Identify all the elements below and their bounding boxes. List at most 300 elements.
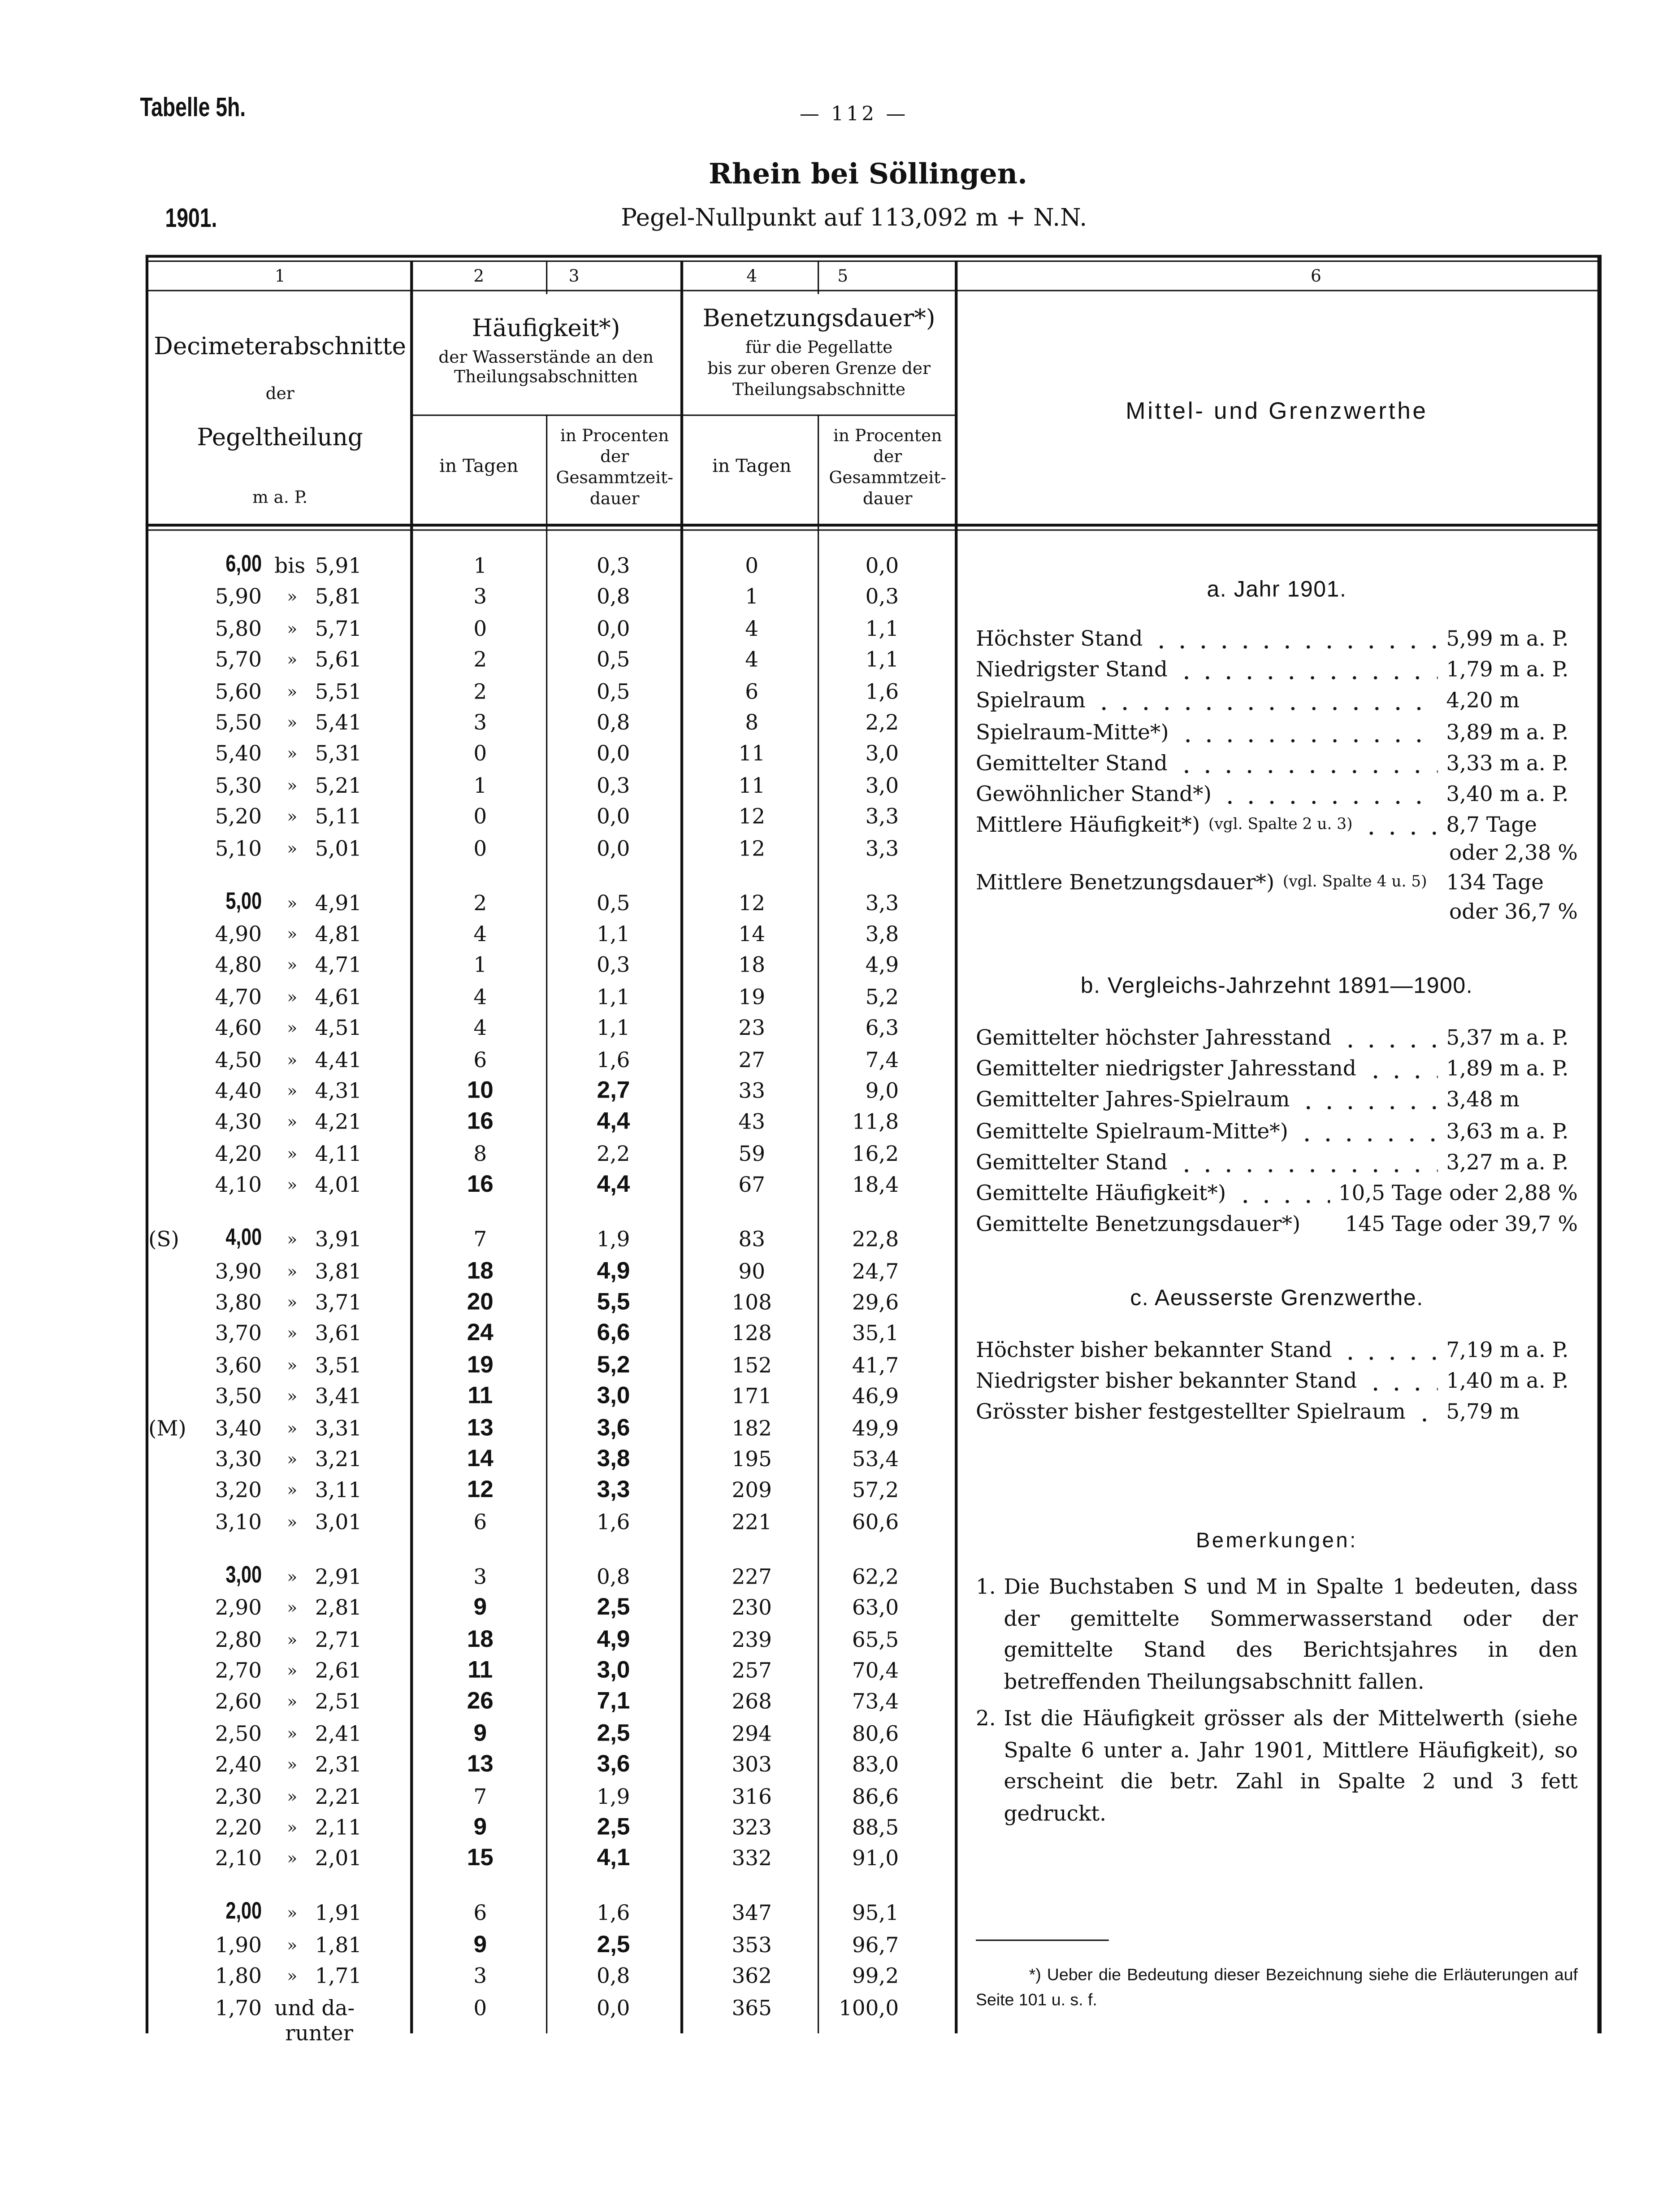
row-separator: » — [287, 1112, 298, 1132]
col3-subheader-line: dauer — [589, 489, 640, 508]
row-wetting-percent: 65,5 — [852, 1627, 899, 1652]
row-frequency-percent: 0,8 — [596, 584, 630, 610]
col5-subheader — [829, 426, 946, 509]
col6-title: Mittel- und Grenzwerthe — [1126, 398, 1428, 425]
col5-subheader-line: Gesammtzeit- — [829, 468, 946, 487]
row-wetting-days: 230 — [732, 1595, 772, 1621]
row-frequency-percent: 0,8 — [596, 710, 630, 735]
summary-label: Gemittelte Benetzungsdauer*) — [975, 1211, 1301, 1237]
row-from: 2,20 — [215, 1815, 262, 1841]
row-wetting-percent: 0,3 — [865, 584, 899, 610]
row-to: 5,61 — [315, 647, 362, 673]
summary-label: Spielraum-Mitte*) — [975, 719, 1169, 745]
col23-title: Häufigkeit*) — [472, 315, 620, 343]
row-frequency-percent: 0,0 — [596, 616, 630, 641]
row-frequency-percent: 3,6 — [597, 1750, 630, 1778]
row-wetting-percent: 3,0 — [865, 741, 899, 767]
row-separator: » — [287, 1229, 298, 1250]
row-wetting-days: 365 — [732, 1995, 772, 2020]
row-wetting-days: 18 — [738, 953, 766, 978]
row-wetting-days: 6 — [745, 678, 759, 704]
row-separator: » — [287, 1598, 298, 1618]
row-wetting-percent: 53,4 — [852, 1446, 899, 1472]
row-marker: (M) — [148, 1415, 186, 1441]
summary-value: 1,40 m a. P. — [1446, 1368, 1569, 1394]
row-frequency-days: 0 — [473, 1995, 487, 2020]
row-frequency-percent: 5,2 — [597, 1351, 630, 1378]
summary-note: (vgl. Spalte 4 u. 5) — [1282, 873, 1427, 891]
row-wetting-days: 209 — [732, 1478, 772, 1503]
row-wetting-days: 11 — [738, 773, 766, 798]
leader-dots-icon — [1414, 1398, 1438, 1426]
row-frequency-percent: 0,0 — [596, 835, 630, 861]
leader-dots-icon — [1361, 811, 1438, 839]
leader-dots-icon — [1234, 1179, 1330, 1207]
summary-section-c-title: c. Aeusserste Grenzwerthe. — [1130, 1287, 1424, 1311]
row-from: 4,90 — [215, 921, 262, 947]
row-frequency-days: 0 — [473, 741, 487, 767]
row-separator: » — [287, 1755, 298, 1775]
row-frequency-days: 3 — [473, 1963, 487, 1989]
row-wetting-percent: 4,9 — [865, 953, 899, 978]
row-frequency-percent: 2,5 — [597, 1593, 630, 1621]
col-number-3: 3 — [568, 266, 580, 286]
row-wetting-days: 353 — [732, 1932, 772, 1958]
row-separator: » — [287, 650, 298, 670]
leader-dots-icon — [1309, 1210, 1337, 1238]
leader-dots-icon — [1298, 1086, 1438, 1114]
row-from: 2,30 — [215, 1783, 262, 1809]
row-frequency-percent: 7,1 — [597, 1688, 630, 1715]
row-frequency-days: 18 — [467, 1257, 494, 1284]
row-wetting-days: 12 — [738, 890, 766, 916]
row-wetting-percent: 88,5 — [852, 1815, 899, 1841]
summary-line — [976, 1179, 1578, 1207]
row-separator: » — [287, 1018, 298, 1038]
row-separator: bis — [274, 553, 306, 578]
row-frequency-days: 4 — [473, 921, 487, 947]
row-frequency-percent: 2,5 — [597, 1813, 630, 1841]
leader-dots-icon — [1365, 1367, 1438, 1395]
row-frequency-days: 3 — [473, 1564, 487, 1589]
row-wetting-days: 362 — [732, 1963, 772, 1989]
row-frequency-percent: 0,5 — [596, 890, 630, 916]
row-wetting-percent: 60,6 — [852, 1509, 899, 1535]
page-subtitle: Pegel-Nullpunkt auf 113,092 m + N.N. — [621, 204, 1087, 233]
row-from: 3,90 — [215, 1258, 262, 1284]
row-frequency-percent: 3,3 — [597, 1476, 630, 1503]
row-frequency-percent: 3,6 — [597, 1414, 630, 1441]
row-wetting-days: 227 — [732, 1564, 772, 1589]
row-to: 2,51 — [315, 1689, 362, 1715]
row-to: 3,21 — [315, 1446, 362, 1472]
row-from: 3,80 — [215, 1290, 262, 1315]
row-separator: » — [287, 1418, 298, 1438]
summary-value: 8,7 Tage — [1446, 812, 1537, 838]
row-wetting-days: 195 — [732, 1446, 772, 1472]
row-frequency-days: 8 — [473, 1141, 487, 1167]
summary-line — [976, 1210, 1578, 1238]
row-from: 2,90 — [215, 1595, 262, 1621]
summary-label: Gewöhnlicher Stand*) — [975, 781, 1212, 807]
row-wetting-days: 43 — [738, 1109, 766, 1135]
row-wetting-percent: 100,0 — [839, 1995, 899, 2020]
col45-title: Benetzungsdauer*) — [702, 305, 935, 334]
row-from: 4,30 — [215, 1109, 262, 1135]
row-frequency-days: 1 — [473, 773, 487, 798]
row-frequency-days: 1 — [473, 553, 487, 578]
remark-number: 2. — [975, 1706, 996, 1731]
summary-label: Niedrigster Stand — [975, 657, 1168, 682]
summary-line — [976, 1148, 1578, 1176]
row-from-value: 5,00 — [225, 887, 262, 914]
row-frequency-percent: 4,9 — [597, 1625, 630, 1652]
footnote-divider — [976, 1940, 1109, 1941]
row-frequency-percent: 2,2 — [596, 1141, 630, 1167]
row-wetting-percent: 3,0 — [865, 773, 899, 798]
row-frequency-percent: 1,6 — [596, 1046, 630, 1072]
row-wetting-days: 347 — [732, 1901, 772, 1926]
col3-subheader-line: Gesammtzeit- — [556, 468, 673, 487]
col5-subheader-line: dauer — [862, 489, 913, 508]
summary-line — [976, 1336, 1578, 1364]
row-separator: » — [287, 1966, 298, 1986]
row-from: 4,70 — [215, 984, 262, 1010]
row-to: 3,11 — [315, 1478, 362, 1503]
summary-line — [976, 718, 1578, 746]
row-wetting-percent: 63,0 — [852, 1595, 899, 1621]
row-frequency-days: 2 — [473, 647, 487, 673]
row-from: 1,70 — [215, 1995, 262, 2020]
summary-line-continued — [976, 897, 1578, 925]
row-wetting-percent: 91,0 — [852, 1846, 899, 1871]
row-to: 4,51 — [315, 1015, 362, 1041]
row-wetting-percent: 9,0 — [865, 1078, 899, 1104]
row-to: 5,71 — [315, 616, 362, 641]
row-wetting-days: 0 — [745, 553, 759, 578]
row-to: 2,21 — [315, 1783, 362, 1809]
row-frequency-percent: 2,5 — [597, 1719, 630, 1746]
row-from — [216, 552, 262, 577]
summary-value: 134 Tage — [1446, 870, 1544, 896]
row-separator: » — [287, 681, 298, 701]
row-frequency-days: 7 — [473, 1783, 487, 1809]
summary-label: Gemittelter Stand — [975, 750, 1168, 776]
row-frequency-days: 0 — [473, 616, 487, 641]
row-frequency-percent: 0,0 — [596, 1995, 630, 2020]
row-to: 3,71 — [315, 1290, 362, 1315]
row-separator: » — [287, 1144, 298, 1164]
row-separator: » — [287, 587, 298, 607]
row-frequency-days: 16 — [467, 1108, 494, 1135]
remark-item — [976, 1703, 1578, 1829]
row-frequency-days: 4 — [473, 1015, 487, 1041]
summary-value: 5,79 m — [1446, 1399, 1520, 1425]
row-frequency-days: 6 — [473, 1901, 487, 1926]
summary-value: 1,89 m a. P. — [1446, 1056, 1569, 1081]
col45-sub2: bis zur oberen Grenze der — [707, 358, 931, 378]
row-wetting-percent: 1,1 — [865, 616, 899, 641]
leader-dots-icon — [1297, 1117, 1438, 1145]
row-separator: » — [287, 1324, 298, 1344]
row-frequency-days: 14 — [467, 1445, 494, 1472]
row-to: 3,31 — [315, 1415, 362, 1441]
row-wetting-percent: 35,1 — [852, 1321, 899, 1346]
row-wetting-percent: 3,3 — [865, 804, 899, 829]
row-frequency-days: 0 — [473, 835, 487, 861]
summary-value: 3,40 m a. P. — [1446, 781, 1569, 807]
summary-label: Gemittelte Spielraum-Mitte*) — [975, 1118, 1288, 1144]
summary-value-secondary: oder 36,7 % — [1449, 898, 1578, 924]
row-wetting-percent: 57,2 — [852, 1478, 899, 1503]
row-separator: » — [287, 1935, 298, 1955]
row-from: 2,80 — [215, 1627, 262, 1652]
row-to: 4,11 — [315, 1141, 362, 1167]
row-wetting-days: 108 — [732, 1290, 772, 1315]
row-frequency-days: 9 — [473, 1931, 487, 1958]
row-frequency-percent: 1,1 — [596, 984, 630, 1010]
row-wetting-days: 4 — [745, 647, 759, 673]
row-from: 2,70 — [215, 1658, 262, 1684]
summary-label: Höchster Stand — [975, 626, 1143, 651]
row-from: 3,60 — [215, 1352, 262, 1378]
row-to: 4,01 — [315, 1172, 362, 1198]
row-frequency-days: 15 — [467, 1845, 494, 1871]
row-to: 3,01 — [315, 1509, 362, 1535]
row-from: 3,50 — [215, 1384, 262, 1409]
row-wetting-days: 332 — [732, 1846, 772, 1871]
row-from — [216, 1225, 262, 1250]
row-to: 2,61 — [315, 1658, 362, 1684]
row-frequency-days: 19 — [467, 1351, 494, 1378]
row-wetting-percent: 7,4 — [865, 1046, 899, 1072]
row-to: 3,61 — [315, 1321, 362, 1346]
row-from: 4,60 — [215, 1015, 262, 1041]
row-separator: » — [287, 1386, 298, 1407]
row-frequency-percent: 0,3 — [596, 553, 630, 578]
row-from: 5,80 — [215, 616, 262, 641]
row-wetting-days: 33 — [738, 1078, 766, 1104]
summary-line — [976, 1024, 1578, 1051]
row-frequency-percent: 0,0 — [596, 741, 630, 767]
row-frequency-days: 16 — [467, 1171, 494, 1198]
row-frequency-percent: 1,9 — [596, 1227, 630, 1252]
row-frequency-days: 9 — [473, 1813, 487, 1841]
summary-value: 10,5 Tage oder 2,88 % — [1338, 1180, 1578, 1206]
row-to: 4,61 — [315, 984, 362, 1010]
row-from: 5,20 — [215, 804, 262, 829]
row-wetting-days: 316 — [732, 1783, 772, 1809]
page-number: — 112 — — [799, 104, 909, 126]
row-separator: » — [287, 1849, 298, 1869]
row-wetting-percent: 0,0 — [865, 553, 899, 578]
row-wetting-days: 12 — [738, 804, 766, 829]
remarks-list — [976, 1571, 1578, 1830]
row-frequency-percent: 0,8 — [596, 1564, 630, 1589]
summary-label: Gemittelter höchster Jahresstand — [975, 1025, 1332, 1051]
col-number-2: 2 — [473, 266, 485, 286]
col1-title2: Pegeltheilung — [197, 424, 363, 452]
summary-label: Spielraum — [975, 688, 1086, 713]
row-from-value: 4,00 — [225, 1224, 262, 1251]
row-to: 3,51 — [315, 1352, 362, 1378]
col-number-6: 6 — [1310, 266, 1321, 286]
row-wetting-percent: 83,0 — [852, 1752, 899, 1778]
row-frequency-percent: 2,7 — [597, 1077, 630, 1104]
row-separator: » — [287, 1786, 298, 1806]
leader-dots-icon — [1176, 1148, 1438, 1176]
row-frequency-percent: 3,0 — [597, 1382, 630, 1409]
row-frequency-percent: 0,0 — [596, 804, 630, 829]
summary-line — [976, 656, 1578, 683]
summary-section-a-title: a. Jahr 1901. — [1207, 578, 1347, 603]
row-frequency-percent: 1,1 — [596, 1015, 630, 1041]
summary-line — [976, 625, 1578, 652]
summary-line — [976, 811, 1578, 839]
row-from: 4,80 — [215, 953, 262, 978]
leader-dots-icon — [1435, 869, 1438, 897]
row-separator: » — [287, 1050, 298, 1069]
summary-value: 5,37 m a. P. — [1446, 1025, 1569, 1051]
row-wetting-days: 67 — [738, 1172, 766, 1198]
row-separator: » — [287, 1449, 298, 1469]
summary-value: 5,99 m a. P. — [1446, 626, 1569, 651]
year-label: 1901. — [165, 204, 217, 234]
row-frequency-days: 10 — [467, 1077, 494, 1104]
row-frequency-percent: 1,1 — [596, 921, 630, 947]
row-wetting-days: 128 — [732, 1321, 772, 1346]
row-separator: » — [287, 838, 298, 858]
leader-dots-icon — [1220, 780, 1438, 808]
row-frequency-days: 2 — [473, 678, 487, 704]
row-to: 4,41 — [315, 1046, 362, 1072]
row-wetting-days: 27 — [738, 1046, 766, 1072]
row-to: 4,71 — [315, 953, 362, 978]
col23-sub1: der Wasserstände an den — [438, 347, 654, 367]
leader-dots-icon — [1341, 1336, 1438, 1364]
row-frequency-days: 18 — [467, 1625, 494, 1652]
row-wetting-percent: 95,1 — [852, 1901, 899, 1926]
col45-sub3: Theilungsabschnitte — [732, 379, 906, 399]
row-to: 5,21 — [315, 773, 362, 798]
row-frequency-percent: 4,4 — [597, 1108, 630, 1135]
row-wetting-percent: 11,8 — [852, 1109, 899, 1135]
row-wetting-percent: 99,2 — [852, 1963, 899, 1989]
row-separator: und da- — [274, 1995, 355, 2020]
col-number-1: 1 — [274, 266, 286, 286]
summary-value: 1,79 m a. P. — [1446, 657, 1569, 682]
col3-subheader — [556, 426, 673, 509]
col-number-5: 5 — [837, 266, 849, 286]
summary-line — [976, 1367, 1578, 1395]
row-wetting-percent: 1,1 — [865, 647, 899, 673]
footnote: *) Ueber die Bedeutung dieser Bezeichnung siehe die Erläuterungen auf Seite 101 u. s. f. — [975, 1964, 1578, 2010]
row-wetting-percent: 3,3 — [865, 890, 899, 916]
leader-dots-icon — [1365, 1055, 1438, 1082]
row-wetting-percent: 2,2 — [865, 710, 899, 735]
row-wetting-days: 1 — [745, 584, 759, 610]
row-to: 5,11 — [315, 804, 362, 829]
row-wetting-percent: 3,8 — [865, 921, 899, 947]
row-wetting-percent: 29,6 — [852, 1290, 899, 1315]
row-separator: » — [287, 775, 298, 795]
col3-subheader-line: der — [600, 447, 629, 467]
row-from: 4,20 — [215, 1141, 262, 1167]
summary-label: Gemittelter niedrigster Jahresstand — [975, 1056, 1356, 1081]
row-wetting-percent: 96,7 — [852, 1932, 899, 1958]
row-from: 2,50 — [215, 1720, 262, 1746]
row-frequency-days: 13 — [467, 1414, 494, 1441]
summary-line — [976, 1398, 1578, 1426]
row-frequency-days: 7 — [473, 1227, 487, 1252]
row-separator: » — [287, 1692, 298, 1712]
page-title: Rhein bei Söllingen. — [709, 156, 1027, 191]
row-frequency-days: 6 — [473, 1509, 487, 1535]
row-separator: » — [287, 924, 298, 944]
row-wetting-days: 182 — [732, 1415, 772, 1441]
leader-dots-icon — [1094, 687, 1438, 715]
summary-note: (vgl. Spalte 2 u. 3) — [1208, 815, 1353, 834]
row-wetting-days: 19 — [738, 984, 766, 1010]
row-wetting-days: 12 — [738, 835, 766, 861]
row-frequency-days: 1 — [473, 953, 487, 978]
remark-item — [976, 1571, 1578, 1697]
row-frequency-percent: 1,6 — [596, 1509, 630, 1535]
summary-label: Gemittelter Jahres-Spielraum — [975, 1087, 1290, 1113]
row-from: 3,10 — [215, 1509, 262, 1535]
row-frequency-percent: 0,5 — [596, 678, 630, 704]
row-to: 2,91 — [315, 1564, 362, 1589]
remark-text: Die Buchstaben S und M in Spalte 1 bedeuten, dass der gemittelte Sommerwasserstand oder der gemittelte Stand des Berichtsjahres in den betreffenden Theilungsabschnitt fallen. — [1004, 1574, 1578, 1694]
row-to: 2,01 — [315, 1846, 362, 1871]
row-to: 5,91 — [315, 553, 362, 578]
row-wetting-percent: 6,3 — [865, 1015, 899, 1041]
row-frequency-percent: 2,5 — [597, 1931, 630, 1958]
row-from: 5,30 — [215, 773, 262, 798]
row-frequency-days: 3 — [473, 710, 487, 735]
row-frequency-days: 11 — [468, 1656, 493, 1684]
row-separator: » — [287, 618, 298, 638]
row-to: 5,51 — [315, 678, 362, 704]
row-wetting-days: 294 — [732, 1720, 772, 1746]
row-to: 4,21 — [315, 1109, 362, 1135]
summary-line — [976, 1086, 1578, 1114]
row-to-continued: runter — [285, 2020, 353, 2045]
row-wetting-days: 268 — [732, 1689, 772, 1715]
row-from: 1,80 — [215, 1963, 262, 1989]
row-to: 4,81 — [315, 921, 362, 947]
summary-value: 3,33 m a. P. — [1446, 750, 1569, 776]
row-frequency-days: 9 — [473, 1719, 487, 1746]
row-to: 2,81 — [315, 1595, 362, 1621]
row-from — [216, 1563, 262, 1588]
remark-text: Ist die Häufigkeit grösser als der Mittelwerth (siehe Spalte 6 unter a. Jahr 1901, Mittlere Häufigkeit), so erscheint die betr. Zahl in Spalte 2 und 3 fett gedruckt. — [1004, 1706, 1578, 1826]
summary-line — [976, 749, 1578, 777]
row-wetting-percent: 86,6 — [852, 1783, 899, 1809]
row-separator: » — [287, 1724, 298, 1743]
row-to: 3,81 — [315, 1258, 362, 1284]
row-to: 1,91 — [315, 1901, 362, 1926]
row-wetting-days: 239 — [732, 1627, 772, 1652]
row-separator: » — [287, 1081, 298, 1101]
row-wetting-percent: 24,7 — [852, 1258, 899, 1284]
leader-dots-icon — [1176, 749, 1438, 777]
row-separator: » — [287, 807, 298, 827]
row-wetting-percent: 46,9 — [852, 1384, 899, 1409]
row-to: 2,11 — [315, 1815, 362, 1841]
row-frequency-percent: 4,1 — [597, 1845, 630, 1871]
col1-unit: m a. P. — [252, 487, 308, 507]
